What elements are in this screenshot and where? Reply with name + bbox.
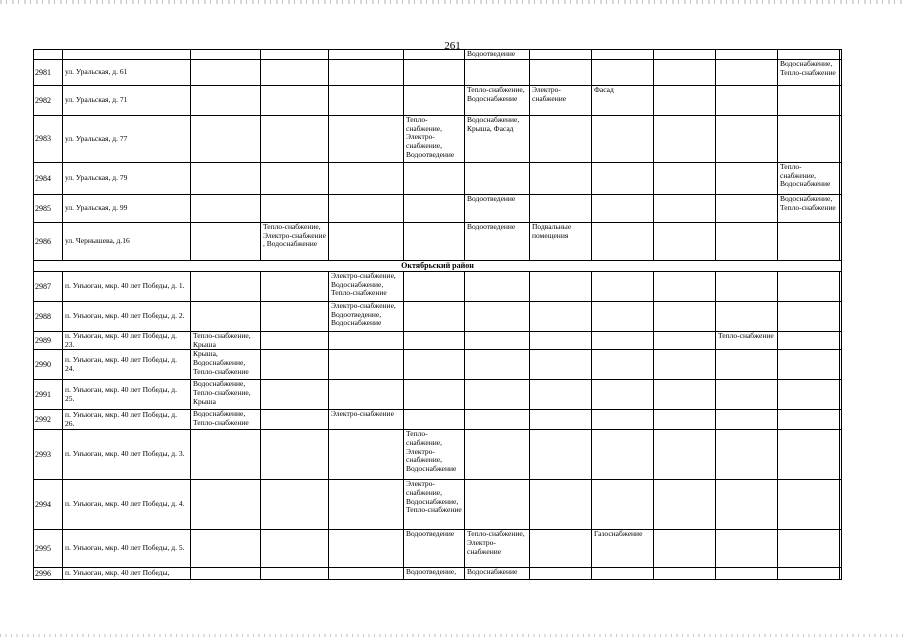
work-type-cell: Водоснабжение, Тепло-снабжение — [778, 60, 840, 86]
row-number: 2991 — [34, 380, 63, 410]
work-type-cell: Подвальные помещения — [530, 223, 592, 261]
work-type-cell — [654, 195, 716, 223]
work-type-cell — [592, 332, 654, 350]
table-body — [34, 50, 842, 580]
work-type-cell — [840, 380, 842, 410]
work-type-cell — [592, 568, 654, 580]
work-type-cell: Электро-снабжение, Водоснабжение, Тепло-снабжение — [329, 272, 404, 302]
work-type-cell — [261, 332, 329, 350]
work-type-cell: Электро-снабжение — [530, 86, 592, 116]
table-row — [34, 86, 842, 116]
work-type-cell — [329, 163, 404, 195]
work-type-cell — [329, 430, 404, 480]
work-type-cell — [530, 480, 592, 530]
work-type-cell: Водоснабжение, Крыша, Фасад — [465, 116, 530, 163]
work-type-cell — [530, 430, 592, 480]
work-type-cell — [261, 380, 329, 410]
work-type-cell — [465, 60, 530, 86]
work-type-cell — [654, 223, 716, 261]
work-type-cell — [592, 116, 654, 163]
work-type-cell — [840, 332, 842, 350]
work-type-cell — [778, 410, 840, 430]
scan-noise-top — [0, 0, 905, 4]
work-type-cell — [261, 302, 329, 332]
row-number: 2995 — [34, 530, 63, 568]
work-type-cell: Электро-снабжение, Водоснабжение, Тепло-снабжение — [404, 480, 465, 530]
work-type-cell — [261, 480, 329, 530]
work-type-cell — [329, 568, 404, 580]
work-type-cell: Тепло-снабжение, Электро-снабжение — [465, 530, 530, 568]
work-type-cell — [404, 332, 465, 350]
work-type-cell — [404, 195, 465, 223]
row-address: ул. Уральская, д. 99 — [63, 195, 191, 223]
work-type-cell — [716, 86, 778, 116]
work-type-cell — [530, 60, 592, 86]
work-type-cell — [404, 410, 465, 430]
work-type-cell — [840, 86, 842, 116]
work-type-cell — [654, 380, 716, 410]
work-type-cell: Фасад — [592, 86, 654, 116]
work-type-cell — [778, 530, 840, 568]
work-type-cell — [654, 302, 716, 332]
work-type-cell — [716, 480, 778, 530]
row-number: 2981 — [34, 60, 63, 86]
header-cell — [530, 50, 592, 60]
work-type-cell — [840, 272, 842, 302]
work-type-cell — [465, 350, 530, 380]
work-type-cell — [465, 410, 530, 430]
work-type-cell — [191, 116, 261, 163]
table-header-row — [34, 50, 842, 60]
work-type-cell: Тепло-снабжение, Электро-снабжение, Водоснабжение — [404, 430, 465, 480]
row-number: 2994 — [34, 480, 63, 530]
work-type-cell — [329, 223, 404, 261]
table-row — [34, 430, 842, 480]
work-type-cell — [654, 430, 716, 480]
district-header-row — [34, 261, 842, 272]
work-type-cell — [191, 430, 261, 480]
work-type-cell — [654, 163, 716, 195]
header-cell — [840, 50, 842, 60]
work-type-cell — [530, 272, 592, 302]
table-row — [34, 410, 842, 430]
work-type-cell — [261, 568, 329, 580]
work-type-cell — [654, 86, 716, 116]
work-type-cell — [592, 223, 654, 261]
work-type-cell — [840, 223, 842, 261]
work-type-cell — [404, 60, 465, 86]
work-type-cell — [261, 272, 329, 302]
work-type-cell: Водоснабжение, Тепло-снабжение — [778, 195, 840, 223]
work-type-cell — [654, 480, 716, 530]
work-type-cell — [530, 163, 592, 195]
work-type-cell — [778, 380, 840, 410]
work-type-cell — [840, 480, 842, 530]
work-type-cell — [191, 272, 261, 302]
work-type-cell — [778, 480, 840, 530]
header-cell — [191, 50, 261, 60]
work-type-cell — [191, 86, 261, 116]
row-number: 2996 — [34, 568, 63, 580]
work-type-cell — [840, 568, 842, 580]
row-number: 2992 — [34, 410, 63, 430]
work-type-cell — [592, 272, 654, 302]
work-type-cell: Водоснабжение — [465, 568, 530, 580]
work-type-cell — [592, 380, 654, 410]
table-row — [34, 350, 842, 380]
work-type-cell — [716, 350, 778, 380]
work-type-cell: Водоснабжение, Тепло-снабжение — [191, 410, 261, 430]
work-type-cell — [592, 430, 654, 480]
work-type-cell — [778, 332, 840, 350]
header-cell — [654, 50, 716, 60]
work-type-cell — [840, 302, 842, 332]
work-type-cell — [465, 302, 530, 332]
row-number: 2986 — [34, 223, 63, 261]
row-address: ул. Уральская, д. 79 — [63, 163, 191, 195]
row-address: ул. Уральская, д. 61 — [63, 60, 191, 86]
work-type-cell — [778, 116, 840, 163]
work-type-cell — [778, 86, 840, 116]
work-type-cell — [530, 410, 592, 430]
work-type-cell — [329, 480, 404, 530]
work-type-cell — [329, 60, 404, 86]
work-type-cell: Водоснабжение, Тепло-снабжение, Крыша — [191, 380, 261, 410]
work-type-cell — [261, 530, 329, 568]
row-number: 2989 — [34, 332, 63, 350]
page-number: 261 — [444, 40, 461, 52]
scan-noise-bottom — [0, 634, 905, 637]
work-type-cell — [261, 430, 329, 480]
row-number: 2993 — [34, 430, 63, 480]
row-address: п. Унъюган, мкр. 40 лет Победы, д. 25. — [63, 380, 191, 410]
work-type-cell — [191, 195, 261, 223]
work-type-cell — [261, 116, 329, 163]
work-type-cell: Тепло-снабжение, Электро-снабжение, Водоотведение — [404, 116, 465, 163]
work-type-cell — [654, 410, 716, 430]
work-type-cell — [716, 568, 778, 580]
work-type-cell — [530, 302, 592, 332]
table-row — [34, 380, 842, 410]
table-row — [34, 223, 842, 261]
row-address: п. Унъюган, мкр. 40 лет Победы, д. 5. — [63, 530, 191, 568]
work-type-cell — [191, 60, 261, 86]
work-type-cell — [261, 350, 329, 380]
row-number: 2984 — [34, 163, 63, 195]
work-type-cell: Тепло-снабжение, Водоснабжение — [778, 163, 840, 195]
work-type-cell — [654, 568, 716, 580]
work-type-cell — [778, 350, 840, 380]
work-type-cell — [404, 163, 465, 195]
table-row — [34, 195, 842, 223]
work-type-cell — [261, 195, 329, 223]
work-type-cell — [716, 60, 778, 86]
work-type-cell — [191, 480, 261, 530]
row-address: п. Унъюган, мкр. 40 лет Победы, д. 26. — [63, 410, 191, 430]
work-type-cell — [329, 530, 404, 568]
work-type-cell — [592, 350, 654, 380]
header-cell — [261, 50, 329, 60]
work-type-cell — [592, 302, 654, 332]
work-type-cell — [840, 195, 842, 223]
work-type-cell: Тепло-снабжение, Крыша — [191, 332, 261, 350]
row-number: 2982 — [34, 86, 63, 116]
work-type-cell — [840, 60, 842, 86]
district-title: Октябрьский район — [34, 261, 842, 272]
header-cell — [592, 50, 654, 60]
work-type-cell — [329, 86, 404, 116]
work-type-cell — [191, 223, 261, 261]
work-type-cell — [716, 163, 778, 195]
work-type-cell — [840, 530, 842, 568]
work-type-cell — [530, 350, 592, 380]
row-number: 2985 — [34, 195, 63, 223]
row-number: 2983 — [34, 116, 63, 163]
work-type-cell: Тепло-снабжение — [716, 332, 778, 350]
work-type-cell — [261, 410, 329, 430]
work-type-cell — [592, 163, 654, 195]
work-type-cell — [654, 530, 716, 568]
table-row — [34, 568, 842, 580]
work-type-cell: Крыша, Водоснабжение, Тепло-снабжение — [191, 350, 261, 380]
work-type-cell — [329, 195, 404, 223]
work-type-cell — [840, 116, 842, 163]
work-type-cell — [716, 195, 778, 223]
work-type-cell: Водоотведение — [465, 195, 530, 223]
work-type-cell: Водоотведение — [404, 530, 465, 568]
row-number: 2987 — [34, 272, 63, 302]
table-row — [34, 60, 842, 86]
work-type-cell — [592, 480, 654, 530]
row-number: 2990 — [34, 350, 63, 380]
row-address: п. Унъюган, мкр. 40 лет Победы, д. 2. — [63, 302, 191, 332]
work-type-cell — [465, 480, 530, 530]
row-address: п. Унъюган, мкр. 40 лет Победы, д. 23. — [63, 332, 191, 350]
header-cell — [329, 50, 404, 60]
work-type-cell — [716, 410, 778, 430]
work-type-cell: Тепло-снабжение, Водоснабжение — [465, 86, 530, 116]
work-type-cell: Электро-снабжение — [329, 410, 404, 430]
work-type-cell — [191, 302, 261, 332]
row-address: п. Унъюган, мкр. 40 лет Победы, — [63, 568, 191, 580]
work-type-cell — [530, 530, 592, 568]
work-type-cell — [778, 430, 840, 480]
header-cell — [716, 50, 778, 60]
row-address: п. Унъюган, мкр. 40 лет Победы, д. 4. — [63, 480, 191, 530]
work-type-cell — [261, 60, 329, 86]
work-type-cell — [404, 380, 465, 410]
table-row — [34, 272, 842, 302]
work-type-cell — [840, 163, 842, 195]
work-type-cell — [654, 272, 716, 302]
work-type-cell — [404, 86, 465, 116]
header-cell — [404, 50, 465, 60]
header-cell: Водоотведение — [465, 50, 530, 60]
work-type-cell — [778, 223, 840, 261]
work-type-cell — [654, 60, 716, 86]
work-type-cell — [778, 568, 840, 580]
work-type-cell — [716, 302, 778, 332]
table-row — [34, 302, 842, 332]
work-type-cell — [530, 568, 592, 580]
work-type-cell — [716, 530, 778, 568]
work-type-cell — [329, 380, 404, 410]
work-type-cell — [329, 350, 404, 380]
work-type-cell: Электро-снабжение, Водоотведение, Водоснабжение — [329, 302, 404, 332]
table-row — [34, 116, 842, 163]
work-type-cell — [592, 195, 654, 223]
work-type-cell — [191, 163, 261, 195]
row-address: ул. Уральская, д. 71 — [63, 86, 191, 116]
work-type-cell — [530, 195, 592, 223]
repair-schedule-table — [33, 49, 842, 580]
header-cell — [34, 50, 63, 60]
work-type-cell — [404, 272, 465, 302]
work-type-cell — [465, 430, 530, 480]
work-type-cell — [465, 163, 530, 195]
header-cell — [778, 50, 840, 60]
header-cell — [63, 50, 191, 60]
work-type-cell — [191, 568, 261, 580]
work-type-cell — [716, 116, 778, 163]
work-type-cell — [191, 530, 261, 568]
work-type-cell — [592, 60, 654, 86]
work-type-cell — [404, 223, 465, 261]
row-address: ул. Уральская, д. 77 — [63, 116, 191, 163]
work-type-cell: Газоснабжение — [592, 530, 654, 568]
work-type-cell — [654, 350, 716, 380]
work-type-cell: Водоотведение — [465, 223, 530, 261]
work-type-cell — [840, 430, 842, 480]
work-type-cell — [716, 430, 778, 480]
table-row — [34, 332, 842, 350]
work-type-cell — [716, 380, 778, 410]
row-address: п. Унъюган, мкр. 40 лет Победы, д. 24. — [63, 350, 191, 380]
work-type-cell — [465, 332, 530, 350]
work-type-cell — [840, 350, 842, 380]
work-type-cell — [530, 116, 592, 163]
work-type-cell — [654, 332, 716, 350]
table-row — [34, 163, 842, 195]
work-type-cell — [716, 272, 778, 302]
row-address: п. Унъюган, мкр. 40 лет Победы, д. 3. — [63, 430, 191, 480]
work-type-cell — [404, 302, 465, 332]
work-type-cell — [329, 116, 404, 163]
work-type-cell — [840, 410, 842, 430]
row-number: 2988 — [34, 302, 63, 332]
work-type-cell — [261, 86, 329, 116]
table-row — [34, 480, 842, 530]
work-type-cell: Водоотведение, — [404, 568, 465, 580]
work-type-cell — [404, 350, 465, 380]
work-type-cell — [716, 223, 778, 261]
work-type-cell — [654, 116, 716, 163]
table-row — [34, 530, 842, 568]
work-type-cell — [530, 380, 592, 410]
row-address: п. Унъюган, мкр. 40 лет Победы, д. 1. — [63, 272, 191, 302]
work-type-cell: Тепло-снабжение, Электро-снабжение , Водоснабжение — [261, 223, 329, 261]
work-type-cell — [530, 332, 592, 350]
work-type-cell — [329, 332, 404, 350]
work-type-cell — [778, 302, 840, 332]
work-type-cell — [261, 163, 329, 195]
work-type-cell — [592, 410, 654, 430]
row-address: ул. Чернышева, д.16 — [63, 223, 191, 261]
work-type-cell — [465, 380, 530, 410]
work-type-cell — [778, 272, 840, 302]
work-type-cell — [465, 272, 530, 302]
